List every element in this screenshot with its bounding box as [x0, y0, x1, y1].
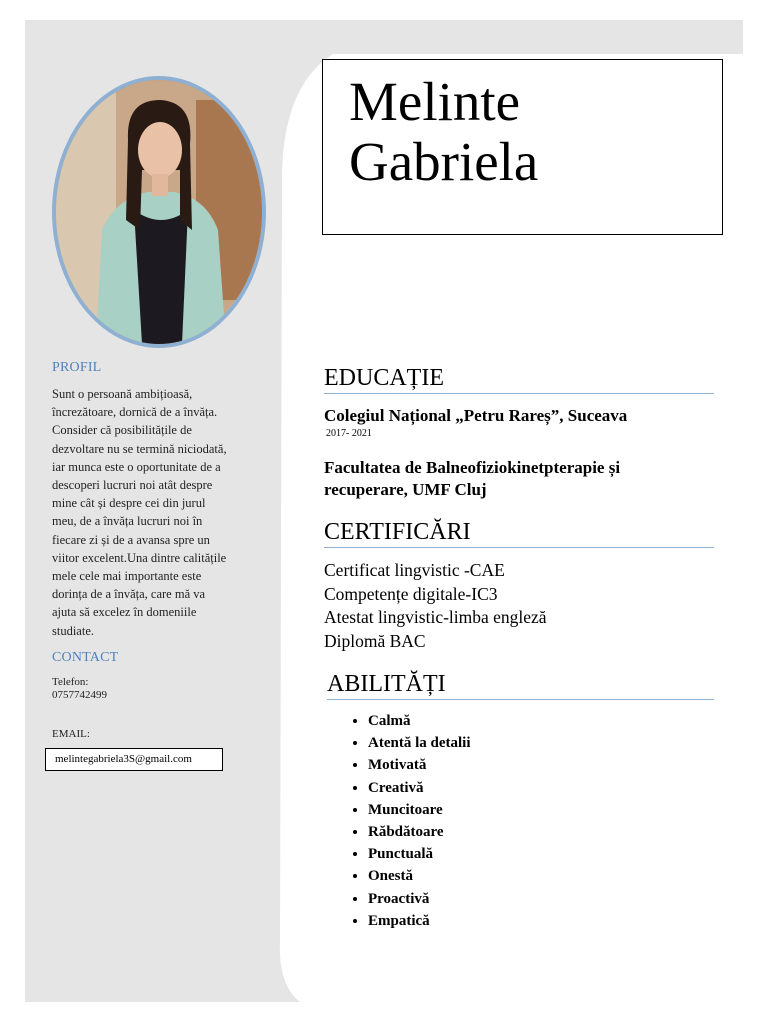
phone-number[interactable]: 0757742499 [52, 689, 107, 701]
profile-photo [52, 76, 266, 348]
last-name: Gabriela [349, 131, 539, 192]
profile-line: dezvoltare nu se termină niciodată, [52, 441, 227, 456]
certificate-item: Atestat lingvistic-limba engleză [324, 607, 547, 627]
skills-list [328, 710, 471, 932]
profile-line: iar munca este o oportunitate de a [52, 459, 221, 474]
faculty-line: Facultatea de Balneofiziokinetpterapie și [324, 458, 621, 477]
contact-heading: CONTACT [52, 650, 119, 665]
name-box [322, 59, 723, 235]
profile-line: viitor excelent.Una dintre calitățile [52, 550, 227, 565]
profile-heading: PROFIL [52, 360, 102, 375]
certificates-heading: CERTIFICĂRI [324, 518, 714, 548]
school-name: Colegiul Național „Petru Rareș”, Suceava [324, 406, 628, 425]
skill-item: • Creativă [368, 777, 471, 799]
skills-heading: ABILITĂȚI [327, 670, 714, 700]
skill-item: • Proactivă [368, 888, 471, 910]
certificate-item: Diplomă BAC [324, 630, 426, 651]
certificate-item: Competențe digitale-IC3 [324, 583, 498, 604]
profile-line: ajuta să excelez în domeniile [52, 605, 197, 620]
profile-line: mele cele mai importante este [52, 569, 202, 584]
faculty-name [324, 457, 714, 501]
profile-line: Sunt o persoană ambițioasă, [52, 387, 193, 401]
profile-line: fiecare zi și de a avansa spre un [52, 532, 210, 547]
email-address[interactable]: melintegabriela3S@gmail.com [45, 748, 223, 771]
profile-line: studiate. [52, 623, 95, 638]
phone-label: Telefon: [52, 676, 89, 688]
phone-block [52, 676, 270, 702]
person-illustration [56, 80, 262, 344]
profile-line: meu, de a învăța lucruri noi în [52, 514, 203, 529]
first-name: Melinte [349, 71, 521, 132]
education-heading: EDUCAȚIE [324, 364, 714, 394]
skill-item: • Atentă la detalii [368, 732, 471, 754]
skill-item: • Empatică [368, 910, 471, 932]
skill-item: • Muncitoare [368, 799, 471, 821]
skill-item: • Calmă [368, 710, 471, 732]
profile-line: Consider că posibilitățile de [52, 423, 192, 438]
certificate-item: Certificat lingvistic -CAE [324, 560, 505, 580]
skill-item: • Onestă [368, 865, 471, 887]
profile-line: dorința de a învăța, care mă va [52, 587, 206, 602]
profile-line: mine cât și despre cei din jurul [52, 496, 206, 511]
email-label: EMAIL: [52, 728, 90, 740]
skill-item: • Punctuală [368, 843, 471, 865]
faculty-line: recuperare, UMF Cluj [324, 480, 487, 499]
certificates-list [324, 559, 547, 653]
skill-item: • Răbdătoare [368, 821, 471, 843]
profile-text [52, 385, 270, 640]
profile-line: încrezătoare, dornică de a învăța. [52, 405, 218, 420]
school-years: 2017- 2021 [326, 428, 372, 439]
skill-item: • Motivată [368, 754, 471, 776]
profile-line: descoperi lucruri noi atât despre [52, 478, 213, 493]
